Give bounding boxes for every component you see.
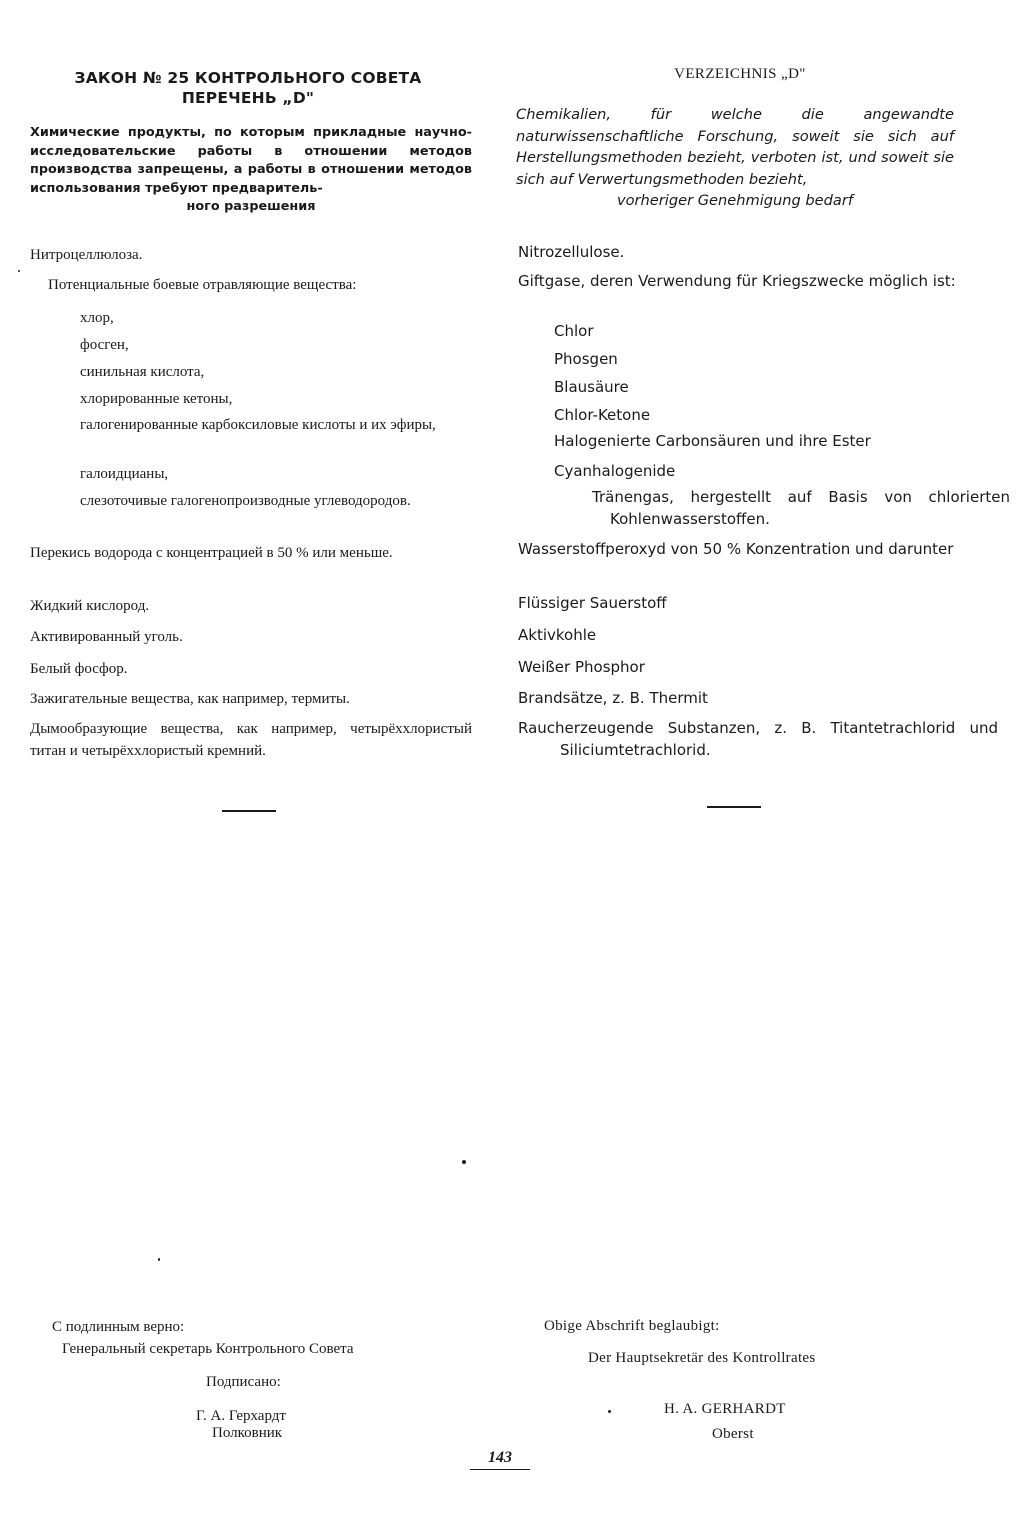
- russian-signed: Подписано:: [206, 1374, 281, 1390]
- list-item: Brandsätze, z. B. Thermit: [518, 689, 708, 707]
- list-item: Blausäure: [554, 378, 629, 396]
- list-item: Chlor-Ketone: [554, 406, 651, 424]
- list-item: синильная кислота,: [80, 364, 205, 380]
- list-item: Weißer Phosphor: [518, 658, 645, 676]
- list-item: Chlor: [554, 322, 594, 340]
- german-secretary: Der Hauptsekretär des Kontrollrates: [588, 1350, 816, 1366]
- russian-title-line-1: ЗАКОН № 25 КОНТРОЛЬНОГО СОВЕТА: [74, 69, 422, 87]
- russian-signatory-rank: Полковник: [212, 1425, 283, 1441]
- list-item: Зажигательные вещества, как например, термиты.: [30, 691, 350, 707]
- list-item: Phosgen: [554, 350, 618, 368]
- german-subtitle-last: vorheriger Genehmigung bedarf: [616, 192, 853, 209]
- russian-title-line-2: ПЕРЕЧЕНЬ „D": [181, 89, 315, 107]
- list-item: Wasserstoffperoxyd von 50 % Konzentration und darunter: [518, 540, 954, 558]
- list-item: Жидкий кислород.: [30, 598, 150, 614]
- scan-speck: [608, 1410, 611, 1413]
- list-item: хлорированные кетоны,: [80, 391, 233, 407]
- list-item: Nitrozellulose.: [518, 243, 625, 261]
- russian-certified: С подлинным верно:: [52, 1319, 185, 1335]
- list-item: Белый фосфор.: [30, 661, 128, 677]
- german-subtitle-main: Chemikalien, für welche die angewandte naturwissenschaftliche Forschung, soweit sie sich auf Herstellungsmethoden bezieht, verboten ist, und soweit sie sich auf Verwertungsmethoden bezieht,: [516, 106, 954, 188]
- list-item: хлор,: [80, 310, 114, 326]
- scan-speck: [18, 270, 20, 272]
- page-number: 143: [470, 1449, 530, 1470]
- scan-speck: [158, 1258, 160, 1261]
- german-signatory-name: H. A. GERHARDT: [664, 1401, 786, 1417]
- russian-secretary: Генеральный секретарь Контрольного Совета: [62, 1341, 354, 1357]
- list-item: Giftgase, deren Verwendung für Kriegszwecke möglich ist:: [518, 272, 956, 290]
- german-certified: Obige Abschrift beglaubigt:: [544, 1318, 720, 1334]
- list-item: Raucherzeugende Substanzen, z. B. Titantetrachlorid und Siliciumtetrachlorid.: [518, 719, 998, 759]
- scan-speck: [462, 1160, 466, 1164]
- list-item: Cyanhalogenide: [554, 462, 676, 480]
- list-item: Aktivkohle: [518, 626, 597, 644]
- list-item: Дымообразующие вещества, как например, четырёххлористый титан и четырёххлористый кремний.: [30, 721, 472, 759]
- russian-subtitle-last: ного разрешения: [186, 199, 316, 214]
- german-title: VERZEICHNIS „D": [674, 66, 806, 82]
- russian-title: [48, 68, 448, 108]
- list-item: галогенированные карбоксиловые кислоты и их эфиры,: [80, 417, 436, 433]
- list-item: слезоточивые галогенопроизводные углеводородов.: [80, 493, 411, 509]
- list-item: Активированный уголь.: [30, 629, 183, 645]
- list-item: Нитроцеллюлоза.: [30, 247, 143, 263]
- russian-end-rule: [222, 810, 276, 812]
- german-signatory-rank: Oberst: [712, 1426, 754, 1442]
- list-item: Перекись водорода с концентрацией в 50 % или меньше.: [30, 545, 393, 561]
- russian-subtitle: [30, 124, 472, 217]
- russian-signatory-name: Г. А. Герхардт: [196, 1408, 286, 1424]
- list-item: Tränengas, hergestellt auf Basis von chlorierten Kohlenwasserstoffen.: [592, 488, 1010, 528]
- list-item: Halogenierte Carbonsäuren und ihre Ester: [554, 432, 871, 450]
- german-subtitle: [516, 104, 954, 212]
- list-item: Flüssiger Sauerstoff: [518, 594, 667, 612]
- german-end-rule: [707, 806, 761, 808]
- list-item: галоидцианы,: [80, 466, 169, 482]
- list-item: Потенциальные боевые отравляющие вещества:: [48, 277, 357, 293]
- list-item: фосген,: [80, 337, 129, 353]
- russian-subtitle-main: Химические продукты, по которым прикладные научно-исследовательские работы в отношении методов производства запрещены, а работы в отношении методов использования требуют предваритель-: [30, 125, 472, 196]
